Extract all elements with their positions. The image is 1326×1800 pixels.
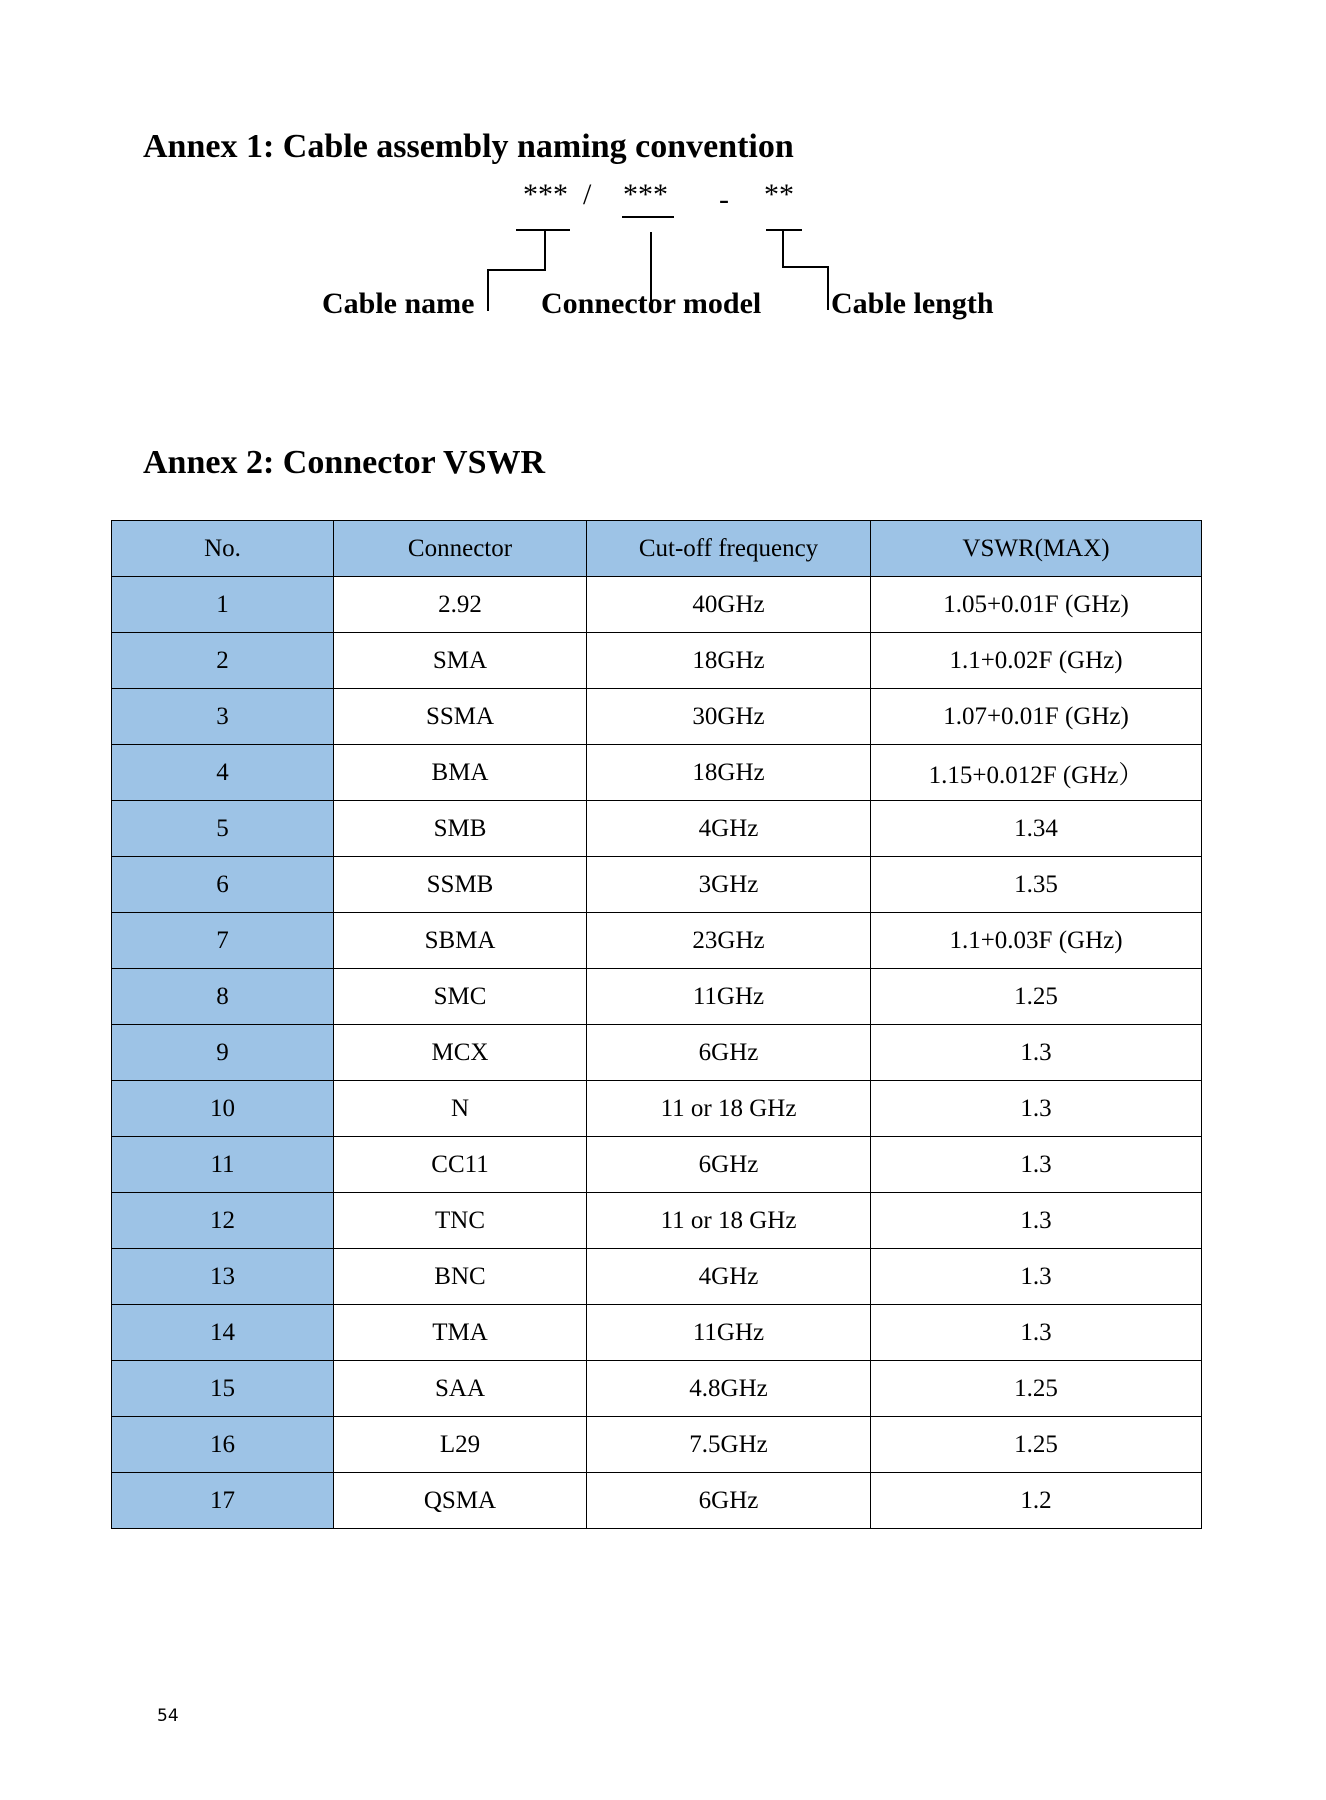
cell-cutoff-frequency: 11 or 18 GHz [587,1081,871,1137]
cell-vswr-max: 1.1+0.03F (GHz) [871,913,1202,969]
header-cutoff-frequency: Cut-off frequency [587,521,871,577]
table-row [112,1025,1202,1081]
cell-connector: SSMB [334,857,587,913]
cell-connector: BMA [334,745,587,801]
cell-no: 12 [112,1193,334,1249]
cell-vswr-max: 1.07+0.01F (GHz) [871,689,1202,745]
table-row [112,1361,1202,1417]
table-row [112,1305,1202,1361]
cell-no: 14 [112,1305,334,1361]
table-row [112,1249,1202,1305]
cell-connector: SBMA [334,913,587,969]
cell-no: 1 [112,577,334,633]
annex2-title: Annex 2: Connector VSWR [143,444,546,481]
cell-cutoff-frequency: 4.8GHz [587,1361,871,1417]
table-header-row [112,521,1202,577]
cell-cutoff-frequency: 11GHz [587,969,871,1025]
label-connector-model: Connector model [541,287,762,320]
separator-dash: - [719,183,729,216]
header-connector: Connector [334,521,587,577]
cell-vswr-max: 1.05+0.01F (GHz) [871,577,1202,633]
cell-cutoff-frequency: 4GHz [587,801,871,857]
cable-name-drop [487,269,489,311]
cell-vswr-max: 1.15+0.012F (GHz） [871,745,1202,801]
cell-connector: SAA [334,1361,587,1417]
cell-cutoff-frequency: 6GHz [587,1137,871,1193]
placeholder-connector: *** [623,178,668,211]
cell-vswr-max: 1.3 [871,1025,1202,1081]
cable-length-stem [782,229,784,267]
cell-no: 17 [112,1473,334,1529]
page-number: 54 [157,1706,179,1726]
cell-no: 16 [112,1417,334,1473]
table-row [112,1081,1202,1137]
table-row [112,969,1202,1025]
table-row [112,689,1202,745]
cell-cutoff-frequency: 18GHz [587,633,871,689]
cell-vswr-max: 1.34 [871,801,1202,857]
separator-slash: / [583,178,592,211]
cell-no: 11 [112,1137,334,1193]
cable-name-underline [516,229,570,231]
connector-model-underline [622,216,674,218]
table-row [112,913,1202,969]
cell-connector: L29 [334,1417,587,1473]
cell-cutoff-frequency: 4GHz [587,1249,871,1305]
table-row [112,1193,1202,1249]
header-no: No. [112,521,334,577]
cell-vswr-max: 1.25 [871,1361,1202,1417]
cell-vswr-max: 1.3 [871,1249,1202,1305]
cell-no: 6 [112,857,334,913]
cell-connector: SMA [334,633,587,689]
cell-no: 13 [112,1249,334,1305]
cell-vswr-max: 1.3 [871,1137,1202,1193]
table-row [112,1417,1202,1473]
cell-no: 7 [112,913,334,969]
cell-cutoff-frequency: 11GHz [587,1305,871,1361]
table-body [112,577,1202,1529]
table-row [112,577,1202,633]
cell-connector: CC11 [334,1137,587,1193]
table-row [112,801,1202,857]
cell-no: 15 [112,1361,334,1417]
table-row [112,1473,1202,1529]
cell-no: 5 [112,801,334,857]
annex1-title: Annex 1: Cable assembly naming convention [143,128,794,165]
cell-vswr-max: 1.1+0.02F (GHz) [871,633,1202,689]
cable-length-drop [827,266,829,310]
cell-connector: TMA [334,1305,587,1361]
cable-length-underline [766,229,802,231]
table-row [112,633,1202,689]
cell-vswr-max: 1.2 [871,1473,1202,1529]
cell-connector: TNC [334,1193,587,1249]
table-row [112,745,1202,801]
cell-vswr-max: 1.25 [871,1417,1202,1473]
cell-connector: MCX [334,1025,587,1081]
cell-connector: SSMA [334,689,587,745]
cell-connector: BNC [334,1249,587,1305]
cell-connector: SMC [334,969,587,1025]
cell-connector: N [334,1081,587,1137]
cell-vswr-max: 1.3 [871,1305,1202,1361]
cell-no: 4 [112,745,334,801]
cell-cutoff-frequency: 11 or 18 GHz [587,1193,871,1249]
label-cable-name: Cable name [322,287,475,320]
cell-no: 9 [112,1025,334,1081]
cell-vswr-max: 1.25 [871,969,1202,1025]
cell-cutoff-frequency: 6GHz [587,1473,871,1529]
cable-length-elbow [782,266,829,268]
cell-vswr-max: 1.3 [871,1193,1202,1249]
table-row [112,1137,1202,1193]
cell-no: 10 [112,1081,334,1137]
header-vswr-max: VSWR(MAX) [871,521,1202,577]
cell-cutoff-frequency: 18GHz [587,745,871,801]
cell-connector: 2.92 [334,577,587,633]
placeholder-cable: *** [523,178,568,211]
table-row [112,857,1202,913]
cell-cutoff-frequency: 40GHz [587,577,871,633]
cell-cutoff-frequency: 7.5GHz [587,1417,871,1473]
cell-cutoff-frequency: 3GHz [587,857,871,913]
label-cable-length: Cable length [831,287,994,320]
cell-cutoff-frequency: 6GHz [587,1025,871,1081]
cell-no: 8 [112,969,334,1025]
cable-name-elbow [487,269,546,271]
cell-connector: QSMA [334,1473,587,1529]
cell-no: 2 [112,633,334,689]
cable-name-stem [544,229,546,271]
cell-cutoff-frequency: 23GHz [587,913,871,969]
cell-vswr-max: 1.35 [871,857,1202,913]
cell-vswr-max: 1.3 [871,1081,1202,1137]
cell-connector: SMB [334,801,587,857]
placeholder-length: ** [764,178,794,211]
cell-cutoff-frequency: 30GHz [587,689,871,745]
vswr-table [111,520,1202,1529]
cell-no: 3 [112,689,334,745]
